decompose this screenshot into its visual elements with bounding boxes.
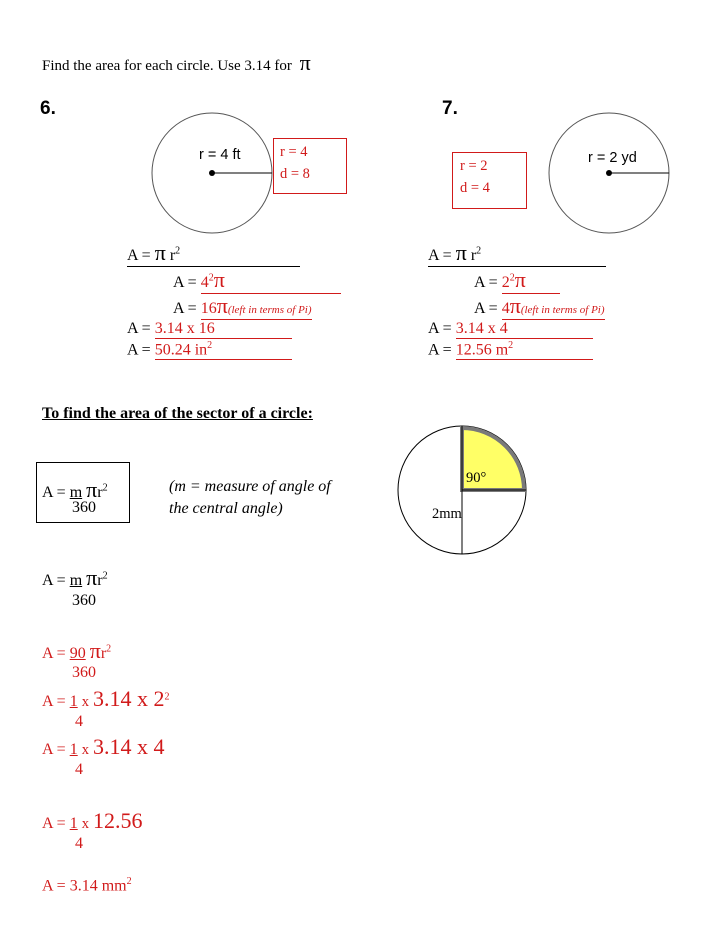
pi-symbol: π [299, 50, 311, 75]
problem-7-number: 7. [442, 98, 458, 119]
sector-heading: To find the area of the sector of a circle: [42, 405, 313, 422]
sector-angle-label: 90° [466, 470, 487, 486]
sector-radius-label: 2mm [432, 506, 462, 522]
problem-7-formula: A = π $r^2$ [428, 240, 606, 267]
work-step-4-bottom: 4 [75, 835, 83, 852]
problem-6-number: 6. [40, 98, 56, 119]
work-step-2-top: A = 1 x 3.14 x $2^2$ [42, 686, 170, 711]
final-answer: A = 3.14 $mm^2$ [42, 876, 132, 895]
work-step-1-top: A = 90 $\pi r^2$ [42, 638, 112, 663]
sector-formula-bottom: 360 [72, 499, 96, 516]
problem-6-step-2: A = 16π(left in terms of Pi) [173, 293, 312, 318]
work-step-3-bottom: 4 [75, 761, 83, 778]
sector-formula-top: A = m $\pi r^2$ [42, 477, 108, 502]
problem-6-formula: A = π $r^2$ [127, 240, 300, 267]
circle-7-figure [545, 109, 673, 237]
given-box-6: r = 4 d = 8 [273, 138, 347, 194]
sector-note-line-1: (m = measure of angle of [169, 478, 331, 495]
sector-note-line-2: the central angle) [169, 500, 283, 517]
work-formula-bottom: 360 [72, 592, 96, 609]
work-step-1-bottom: 360 [72, 664, 96, 681]
problem-7-step-2: A = 4π(left in terms of Pi) [474, 293, 605, 318]
problem-7-step-1: $A = 2^2\pi$ [474, 267, 560, 294]
problem-6-step-4: A = 50.24 $in^2$ [127, 340, 292, 360]
problem-6-step-3: A = 3.14 x 16 [127, 320, 292, 339]
work-step-2-bottom: 4 [75, 713, 83, 730]
instruction: Find the area for each circle. Use 3.14 for π [42, 50, 311, 75]
circle-6-radius-label: r = 4 ft [199, 147, 241, 163]
work-step-4-top: A = 1 x 12.56 [42, 808, 143, 833]
problem-6-step-1: $A = 4^2\pi$ [173, 267, 341, 294]
given-box-7: r = 2 d = 4 [452, 152, 527, 209]
work-formula-top: A = m $\pi r^2$ [42, 565, 108, 590]
circle-7-radius-label: r = 2 yd [588, 150, 637, 166]
circle-6-figure [148, 109, 276, 237]
sector-formula-box [36, 462, 130, 523]
problem-7-step-3: A = 3.14 x 4 [428, 320, 593, 339]
problem-7-step-4: A = 12.56 $m^2$ [428, 340, 593, 360]
sector-figure [396, 424, 536, 564]
work-step-3-top: A = 1 x 3.14 x 4 [42, 734, 165, 759]
